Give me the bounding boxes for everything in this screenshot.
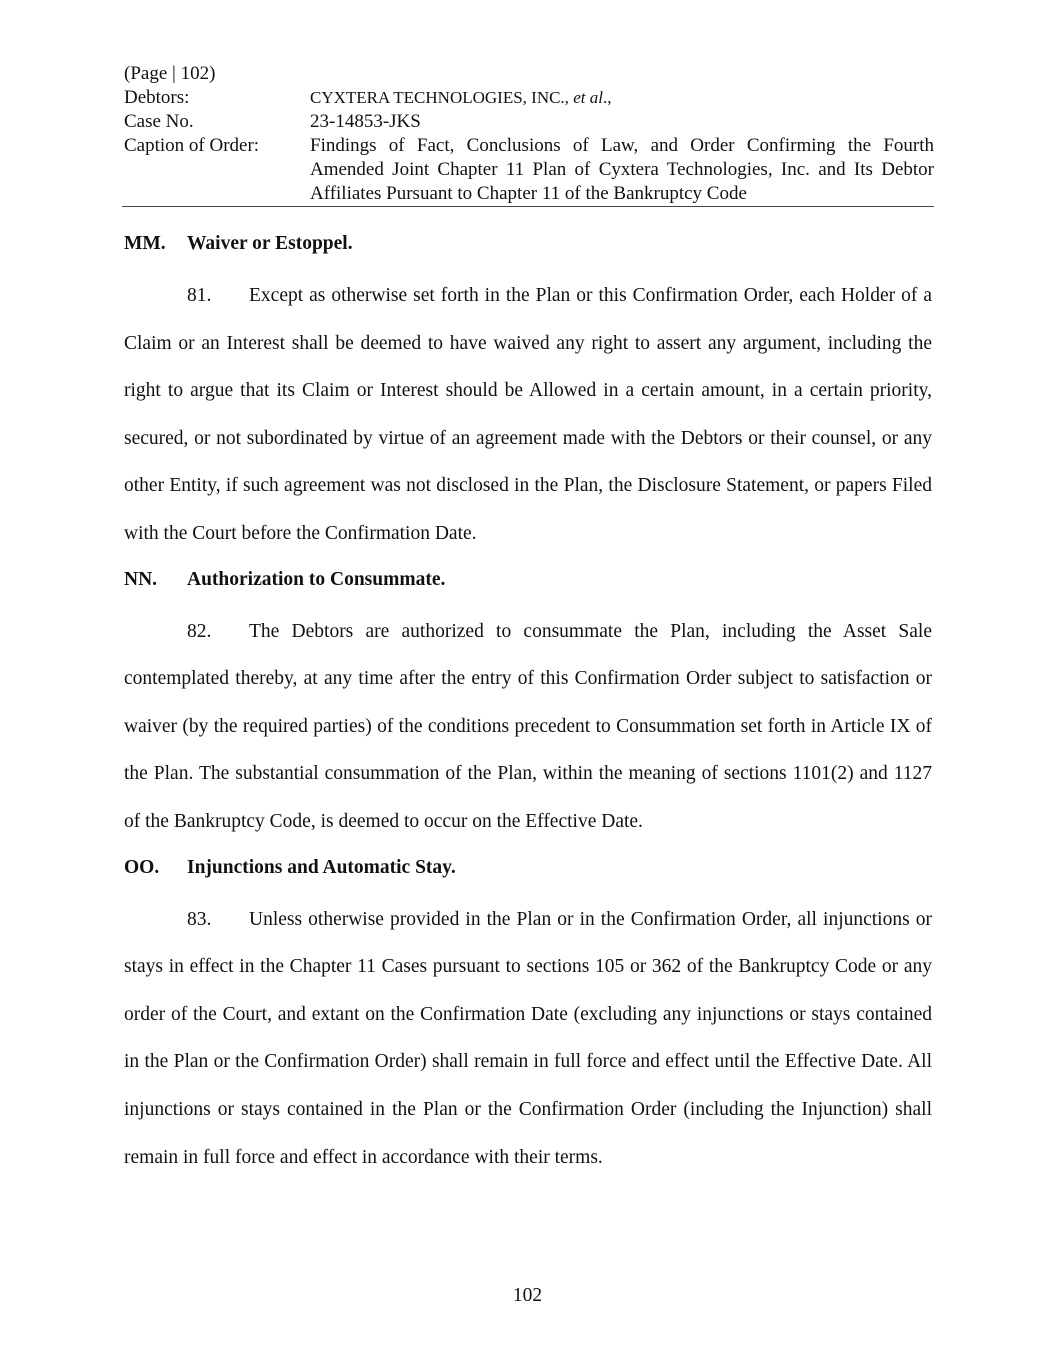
paragraph-number: 81. bbox=[187, 285, 212, 306]
debtors-name: CYXTERA TECHNOLOGIES, INC., bbox=[310, 88, 574, 107]
page-number: 102 bbox=[512, 1285, 543, 1306]
caption-label: Caption of Order: bbox=[124, 135, 260, 156]
debtors-label: Debtors: bbox=[124, 87, 190, 108]
case-number-label: Case No. bbox=[124, 111, 194, 132]
case-number-value: 23-14853-JKS bbox=[310, 111, 421, 132]
paragraph-81 bbox=[124, 272, 932, 558]
paragraph-number: 83. bbox=[187, 908, 212, 930]
section-title: Injunctions and Automatic Stay. bbox=[187, 856, 456, 878]
section-title: Authorization to Consummate. bbox=[187, 568, 446, 590]
paragraph-text: Unless otherwise provided in the Plan or in the Confirmation Order, all injunctions or stays in effect in the Chapter 11 Cases pursuant to sections 105 or 362 of the Bankruptcy Code or any order of the Court, and extant on the Confirmation Date (excluding any injunctions or stays contained in the Plan or the Confirmation Order) shall remain in full force and effect until the Effective Date. All injunctions or stays contained in the Plan or the Confirmation Order (including the Injunction) shall remain in full force and effect in accordance with their terms. bbox=[124, 908, 932, 1168]
section-heading-oo bbox=[124, 852, 932, 884]
debtors-row bbox=[124, 86, 934, 110]
paragraph-text: The Debtors are authorized to consummate the Plan, including the Asset Sale contemplated thereby, at any time after the entry of this Confirmation Order subject to satisfaction or waiver (by the required parties) of the conditions precedent to Consummation set forth in Article IX of the Plan. The substantial consummation of the Plan, within the meaning of sections 1101(2) and 1127 of the Bankruptcy Code, is deemed to occur on the Effective Date. bbox=[124, 620, 932, 832]
paragraph-82 bbox=[124, 608, 932, 846]
paragraph-number: 82. bbox=[187, 620, 212, 642]
case-header bbox=[124, 62, 934, 206]
section-heading-nn bbox=[124, 564, 932, 596]
debtors-et-al: et al bbox=[573, 88, 603, 107]
caption-row bbox=[124, 134, 934, 206]
caption-value: Findings of Fact, Conclusions of Law, and Order Confirming the Fourth Amended Joint Chapter 11 Plan of Cyxtera Technologies, Inc. and Its Debtor Affiliates Pursuant to Chapter 11 of the Bankruptcy Code bbox=[310, 135, 934, 204]
section-letter: NN. bbox=[124, 568, 158, 590]
section-letter: MM. bbox=[124, 233, 166, 254]
section-letter: OO. bbox=[124, 856, 160, 878]
debtors-tail: ., bbox=[602, 88, 612, 107]
section-heading-mm bbox=[124, 228, 932, 260]
header-divider bbox=[122, 206, 934, 207]
section-title: Waiver or Estoppel. bbox=[187, 233, 353, 254]
paragraph-83 bbox=[124, 896, 932, 1182]
paragraph-text: Except as otherwise set forth in the Plan or this Confirmation Order, each Holder of a Claim or an Interest shall be deemed to have waived any right to assert any argument, including the right to argue that its Claim or Interest should be Allowed in a certain amount, in a certain priority, secured, or not subordinated by virtue of an agreement made with the Debtors or their counsel, or any other Entity, if such agreement was not disclosed in the Plan, the Disclosure Statement, or papers Filed with the Court before the Confirmation Date. bbox=[124, 285, 932, 544]
debtors-value bbox=[310, 86, 934, 110]
case-number-row bbox=[124, 110, 934, 134]
page-reference: (Page | 102) bbox=[124, 63, 216, 84]
document-body bbox=[124, 228, 932, 1181]
